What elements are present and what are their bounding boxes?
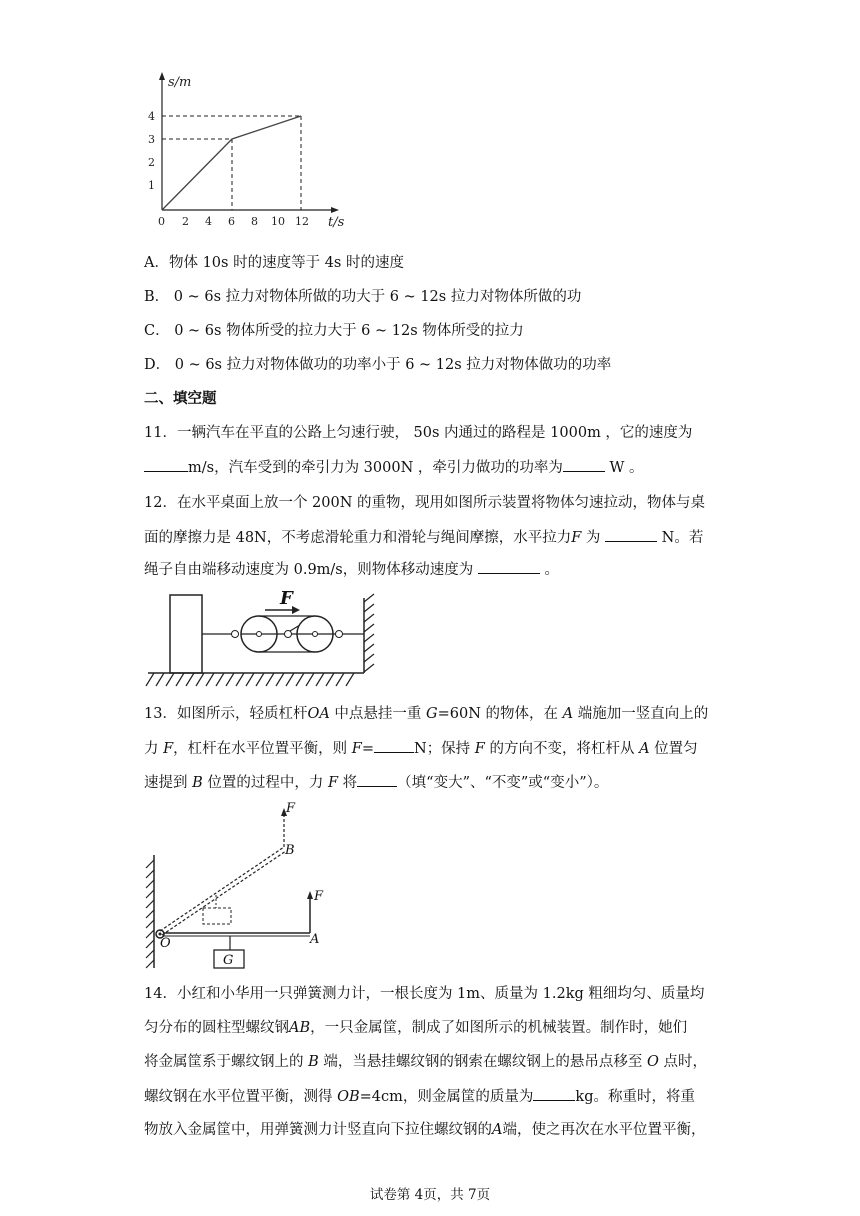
option-d: D． 0 ~ 6s 拉力对物体做功的功率小于 6 ~ 12s 拉力对物体做功的功率: [144, 357, 612, 373]
section-title: 二、填空题: [144, 390, 217, 407]
lever-figure: [140, 800, 340, 976]
force-label: F: [280, 588, 293, 609]
q13-blank-force[interactable]: [374, 738, 414, 753]
option-a: A．物体 10s 时的速度等于 4s 时的速度: [144, 255, 404, 271]
q14-line5: 物放入金属筐中，用弹簧测力计竖直向下拉住螺纹钢的A端，使之再次在水平位置平衡，: [144, 1122, 706, 1138]
y-axis-arrow: [159, 72, 165, 80]
label-G: G: [223, 953, 234, 968]
label-A: A: [310, 932, 320, 947]
option-b: B． 0 ~ 6s 拉力对物体所做的功大于 6 ~ 12s 拉力对物体所做的功: [144, 289, 582, 305]
force-arrowhead-A: [307, 891, 313, 899]
label-F-top: F: [286, 801, 296, 816]
wall-hatch: [364, 594, 374, 672]
q12-line1: 12．在水平桌面上放一个 200N 的重物，现用如图所示装置将物体匀速拉动，物体与桌: [144, 495, 706, 511]
x-tick-10: 10: [271, 215, 285, 228]
y-tick-1: 1: [148, 179, 155, 192]
q14-blank-mass[interactable]: [533, 1086, 575, 1101]
x-tick-8: 8: [251, 215, 258, 228]
x-tick-6: 6: [228, 215, 235, 228]
lever-wall-hatch: [146, 860, 154, 968]
weight-raised-dashed: [203, 908, 231, 924]
q13-line3: 速提到 B 位置的过程中，力 F 将 （填“变大”、“不变”或“变小”）。: [144, 772, 608, 793]
s-t-graph: [140, 68, 370, 238]
q11-line2: m/s，汽车受到的牵引力为 3000N ，牵引力做功的功率为 W 。: [144, 457, 644, 478]
y-tick-3: 3: [148, 133, 155, 146]
x-tick-0: 0: [158, 215, 165, 228]
label-O: O: [160, 936, 171, 951]
q12-line2: 面的摩擦力是 48N，不考虑滑轮重力和滑轮与绳间摩擦，水平拉力F 为 N。若: [144, 527, 703, 548]
x-tick-2: 2: [182, 215, 189, 228]
y-tick-2: 2: [148, 156, 155, 169]
hook-3: [336, 631, 343, 638]
x-tick-4: 4: [205, 215, 212, 228]
x-tick-12: 12: [295, 215, 309, 228]
block: [170, 595, 202, 673]
q13-blank-change[interactable]: [357, 772, 397, 787]
y-tick-4: 4: [148, 110, 155, 123]
q11-blank-power[interactable]: [563, 457, 605, 472]
q12-blank-speed[interactable]: [478, 559, 540, 574]
page-footer: 试卷第 4页，共 7页: [369, 1187, 491, 1203]
q14-line4: 螺纹钢在水平位置平衡，测得 OB=4cm，则金属筐的质量为 kg。称重时，将重: [144, 1086, 695, 1107]
x-axis-label: t/s: [328, 215, 345, 230]
hook-1: [232, 631, 239, 638]
q11-line1: 11．一辆汽车在平直的公路上匀速行驶， 50s 内通过的路程是 1000m ，它的速度为: [144, 425, 693, 441]
q14-line3: 将金属筐系于螺纹钢上的 B 端，当悬挂螺纹钢的钢索在螺纹钢上的悬吊点移至 O 点时，: [144, 1054, 707, 1070]
hook-2: [285, 631, 292, 638]
option-c: C． 0 ~ 6s 物体所受的拉力大于 6 ~ 12s 物体所受的拉力: [144, 323, 524, 339]
q13-line2: 力 F，杠杆在水平位置平衡，则 F= N；保持 F 的方向不变，将杠杆从 A 位置匀: [144, 738, 698, 759]
q12-blank-force[interactable]: [605, 527, 657, 542]
ground-hatch: [146, 673, 354, 686]
q13-line1: 13．如图所示，轻质杠杆OA 中点悬挂一重 G=60N 的物体，在 A 端施加一竖直向上的: [144, 706, 709, 722]
q11-blank-speed[interactable]: [144, 457, 188, 472]
pulley-figure: [140, 588, 380, 696]
force-arrowhead: [292, 606, 300, 614]
q14-line1: 14．小红和小华用一只弹簧测力计，一根长度为 1m、质量为 1.2kg 粗细均匀、质量均: [144, 986, 705, 1002]
lever-raised-dashed: [160, 847, 284, 931]
q14-line2: 匀分布的圆柱型螺纹钢AB，一只金属筐，制成了如图所示的机械装置。制作时，她们: [144, 1020, 688, 1036]
y-axis-label: s/m: [168, 75, 192, 90]
label-B: B: [285, 843, 295, 858]
q12-line3: 绳子自由端移动速度为 0.9m/s，则物体移动速度为 。: [144, 559, 559, 580]
x-axis-arrow: [331, 207, 339, 213]
label-F-right: F: [314, 889, 324, 904]
